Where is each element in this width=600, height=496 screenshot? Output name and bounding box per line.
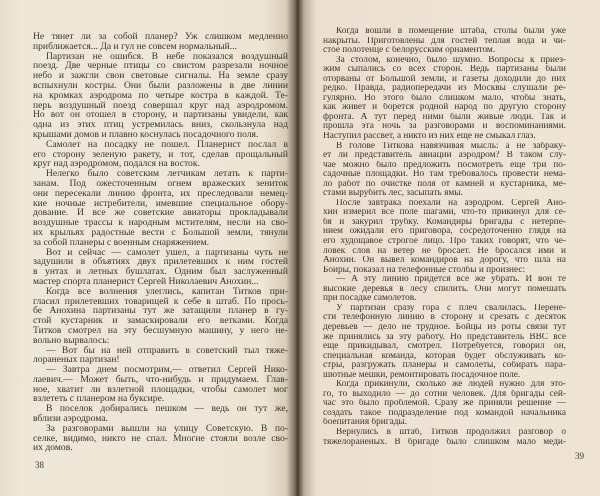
text-line: его сторону зеленую ракету, и тот, сделав прощальный [33,149,288,160]
text-line: бе Анохина партизаны тут же затащили планер в гу- [33,306,288,317]
text-line: хин измерил все поле шагами, что-то прикинул для се- [323,208,566,218]
text-line: У партизан сразу гора с плеч свалилась. Перене- [336,303,566,313]
text-line: Наступил рассвет, а никто из них еще не смыкал глаз. [323,132,536,142]
text-line: вспыхнули костры. Они были разложены в две линии [33,80,288,91]
text-line: круг над аэродромом, подался на восток. [33,159,200,170]
text-line: редко. Правда, радиопередачи из Москвы слушали ре- [323,84,566,94]
text-line: стами вырубить лес, засыпать ямы. [323,189,463,199]
text-line: в унтах и летных бушлатах. Одним был заслуженный [33,267,288,277]
text-line: Партизан не ошибся. В небе показался воздушный [46,51,288,62]
text-line: садочные площадки. Но там требовалось провести нема- [323,170,566,180]
text-line: поезд. Две черные птицы со свистом разрезали ночное [33,61,288,72]
text-line: Анохин. Он вывел командиров на дорогу, что шла на [323,256,566,266]
paragraph [323,142,566,199]
text-line: ное, хватит ли взлетной площадки, чтобы самолет мог [33,384,288,395]
text-line: шютные мешки, ремонтировать посадочное поле. [323,370,521,380]
text-line: его худощавое строгое лицо. Про таких говорят, что че- [323,237,566,247]
paragraph [33,169,288,247]
text-line: Когда вошли в помещение штаба, столы были уже [336,27,566,36]
paragraph [323,304,566,380]
left-page [0,0,298,496]
paragraph [33,32,288,52]
paragraph [33,424,288,453]
text-line: ет ли представитель авиации аэродром? В таком слу- [323,151,566,161]
text-line: — Вот бы на ней отправить в советский тыл тяже- [46,345,288,356]
text-line: нием ожидали его приговора, сосредоточенно глядя на [323,227,566,237]
text-line: — Завтра днем посмотрим,— ответил Сергей Нико- [46,365,288,375]
right-page-text [323,27,566,447]
text-line: После завтрака поехали на аэродром. Сергей Ано- [336,198,566,208]
text-line: приближается... Да и гул не совсем нормальный... [33,41,238,52]
paragraph [33,365,288,404]
right-page [298,0,600,496]
text-line: стое полотенце с белорусским орнаментом. [323,46,496,56]
text-line: взлететь с планером на буксире. [33,394,165,405]
text-line: вольно вырвалось: [33,335,110,346]
paragraph [323,199,566,275]
text-line: небо и зажгли свои световые сигналы. На земле сразу [33,71,288,81]
text-line: Но вот он отошел в сторону, и партизаны увидели, как [33,110,288,121]
text-line: Боиры, показал на телефонные столбы и произнес: [323,265,526,275]
text-line: — А эту линию придется все же убрать. И вон те [336,275,566,285]
text-line: оторваны от Большой земли, и газеты доходили до них [323,74,566,84]
text-line: гулярно. Но этого было слишком мало, чтобы знать, [323,93,566,103]
text-line: селке, видимо, никто не спал. Многие стояли возле сво- [33,433,288,444]
page-number: 38 [35,460,44,470]
text-line: фронта. А тут перед ними были живые люди. Так и [323,112,566,122]
text-line: они пересекали линию фронта, их преследовали немец- [33,188,288,199]
text-line: чае можно было предложить посмотреть еще три по- [323,160,566,170]
paragraph [323,428,566,447]
text-line: при посадке самолетов. [323,294,417,304]
text-line: бя и закурил трубку. Командиры бригады с нетерпе- [323,217,566,227]
text-line: воздушные трассы к народным мстителям, несли на сво- [33,218,288,228]
text-line: За столом, конечно, было шумно. Вопросы к приез- [336,55,566,65]
paragraph [323,275,566,304]
text-line: В поселок добирались пешком — ведь он тут же, [46,404,288,415]
text-line: задушили в объятиях двух прилетевших к ним гостей [33,257,288,268]
paragraph [33,404,288,424]
text-line: боепитания бригады. [323,418,408,428]
text-line: За разговорами вышли на улицу Советскую. В по- [46,423,288,434]
text-line: ло работ по очистке поля от камней и кустарника, ме- [323,179,566,189]
text-line: еще прикидывал, смотрел. Потребуется, говорил он, [323,342,566,352]
text-line: ловек слов на ветер не бросает. Не бросался ими и [323,246,566,256]
paragraph [33,52,288,140]
text-line: Титков смотрел на эту бесшумную машину, у него не- [33,325,288,336]
text-line: жим сыпались со всех сторон. Ведь партизаны были [323,65,566,75]
text-line: сти телефонную линию в сторону и срезать с десяток [323,313,566,323]
text-line: лораненых партизан! [33,355,120,366]
text-line: лаевич.— Может быть, что-нибудь и придумаем. Глав- [33,374,288,385]
text-line: как живет и борется родной народ по другую сторону [323,103,566,113]
text-line: крышами домов и плавно коснулась посадочного поля. [33,129,259,140]
left-page-text [33,32,288,453]
paragraph [323,56,566,142]
paragraph [33,287,288,346]
text-line: Вернулись в штаб, Титков продолжил разговор о [336,427,566,437]
text-line: гласил прилетевших товарищей к себе в штаб. По прось- [33,296,288,307]
text-line: специальная команда, которая будет обслуживать ко- [323,351,566,361]
text-line: за собой планеры с военным снаряжением. [33,237,210,248]
paragraph [33,346,288,366]
text-line: тяжелораненых. В бригаде было слишком мало меди- [323,437,566,447]
text-line: прошла эта ночь за разговорами и воспоминаниями. [323,122,566,132]
text-line: Когда все волнения улеглись, капитан Титков при- [46,286,288,297]
text-line: накрыты. Приготовлены для гостей теплая вода и чи- [323,36,566,46]
text-line: одна из этих птиц устремилась вниз, скользнула над [33,120,288,130]
text-line: перь воздушный поезд совершал круг над аэродромом. [33,100,288,111]
text-line: дование. И все же советские авиаторы прокладывали [33,208,288,219]
text-line: час это было проблемой. Сразу же приняли решение — [323,399,566,409]
text-line: стой кустарник и замаскировали его ветками. Когда [33,316,288,326]
text-line: же принялись за эту работу. Но представитель ВВС все [323,332,566,342]
text-line: вблизи аэродрома. [33,414,108,424]
paragraph [323,380,566,428]
text-line: на кромках аэродрома по четыре костра в каждой. Те- [33,90,288,101]
text-line: их крыльях радостные вести с Большой земли, тянули [33,227,288,238]
paragraph [33,248,288,287]
text-line: высокие деревья в лесу спилить. Они могут помешать [323,284,566,294]
text-line: Когда прикинули, сколько же людей нужно для это- [336,380,566,390]
text-line: их домов. [33,443,73,454]
text-line: Вот и сейчас — самолет ушел, а партизаны чуть не [46,247,288,258]
text-line: создать такое подразделение под командой начальника [323,408,566,418]
text-line: го, то выходило — до сотни человек. Для бригады сей- [323,389,566,399]
text-line: кие ночные истребители, имевшие специальное обору- [33,198,288,209]
text-line: занам. Под ожесточенным огнем вражеских зениток [33,178,288,189]
paragraph [323,27,566,56]
text-line: деревьев — дело не трудное. Бойцы из роты связи тут [323,322,566,332]
text-line: Нелегко было советским летчикам летать к парти- [46,169,288,179]
text-line: Самолет на посадку не пошел. Планерист послал в [46,139,288,150]
text-line: мастер спорта планерист Сергей Николаевич Анохин... [33,276,259,287]
text-line: Не тянет ли за собой планер? Уж слишком медленно [33,32,288,42]
page-number: 39 [575,451,584,461]
text-line: В голове Титкова навязчивая мысль: а не забраку- [336,141,566,151]
text-line: стры, разгружать планеры и самолеты, собирать пара- [323,361,566,371]
paragraph [33,140,288,169]
